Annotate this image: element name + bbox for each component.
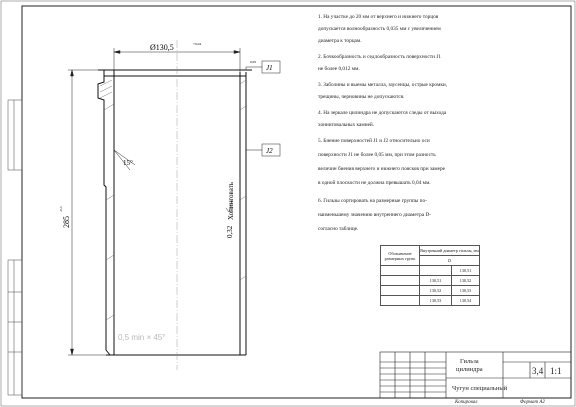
- diameter-label: Ø130,5: [150, 43, 174, 52]
- datum-j2: J2: [266, 147, 273, 155]
- section-hatching-right: [240, 80, 246, 280]
- note-line: хонинговальных камней.: [318, 122, 375, 128]
- left-binding-strip: [8, 100, 22, 395]
- note-line: 6. Гильзы сортировать на размерные группы по-: [318, 198, 427, 204]
- material-label: Чугун специальный: [452, 385, 508, 392]
- note-line: 2. Бочкообразность и седлообразность поверхности J1: [318, 54, 441, 60]
- table-subheader: D: [420, 256, 480, 266]
- part-name-line1: Гильза: [460, 358, 479, 365]
- length-dimension: [68, 70, 106, 355]
- table-row: 130,53 130,54: [381, 296, 480, 306]
- mass-label: 3,4: [532, 366, 544, 376]
- copied-label: Копировал: [455, 400, 478, 405]
- size-groups-table: [380, 245, 480, 306]
- note-line: 4. На зеркале цилиндра не допускаются следы от выхода: [318, 110, 447, 116]
- note-line: наименьшему значению внутреннего диаметра D-: [318, 212, 432, 218]
- note-line: 3. Заболины и выемы металла, заусенцы, острые кромки,: [318, 82, 448, 88]
- datum-j1: J1: [266, 64, 273, 72]
- inner-frame: [22, 6, 571, 398]
- outer-frame: [1, 1, 575, 406]
- table-header-group: Обозначение размерных групп: [381, 246, 420, 266]
- chamfer-label: 0,5 min × 45°: [118, 333, 166, 342]
- scale-label: 1:1: [550, 366, 562, 376]
- table-row: 130,51 130,52: [381, 276, 480, 286]
- table-row: 130,51: [381, 266, 480, 276]
- length-label: 285: [62, 216, 71, 228]
- table-row: 130,52 130,53: [381, 286, 480, 296]
- note-line: согласно таблице.: [318, 226, 359, 232]
- note-line: 1. На участке до 20 мм от верхнего и нижнего торцов: [318, 14, 439, 20]
- table-header-diameter: Внутренний диаметр гильзы, мм: [420, 246, 480, 256]
- hone-label: Хонинговать: [227, 182, 235, 220]
- format-label: Формат А2: [520, 400, 545, 405]
- note-line: поверхности J1 не более 0,05 мм, при этом разность: [318, 152, 436, 158]
- diameter-tolerance: +0,04: [193, 42, 202, 46]
- top-tolerance: 0,05: [250, 60, 257, 64]
- note-line: в одной плоскости не должна превышать 0,04 мм.: [318, 180, 431, 186]
- part-name-line2: цилиндра: [456, 366, 483, 373]
- section-hatching-left: [100, 80, 114, 320]
- note-line: диаметра к торцам.: [318, 38, 362, 44]
- note-line: трещины, черновины не допускаются.: [318, 94, 405, 100]
- length-tolerance: -0,3: [59, 206, 63, 212]
- datum-j2-leader: [246, 144, 280, 156]
- note-line: 5. Биение поверхностей J1 и J2 относительно оси: [318, 138, 430, 144]
- angle-label: 15°: [123, 159, 133, 167]
- note-line: допускается волнообразность 0,035 мм с увеличением: [318, 26, 441, 32]
- roughness-label: 0,32: [226, 225, 234, 238]
- note-line: величин биения верхнего и нижнего поясков при замере: [318, 166, 446, 172]
- note-line: не более 0,012 мм.: [318, 66, 360, 72]
